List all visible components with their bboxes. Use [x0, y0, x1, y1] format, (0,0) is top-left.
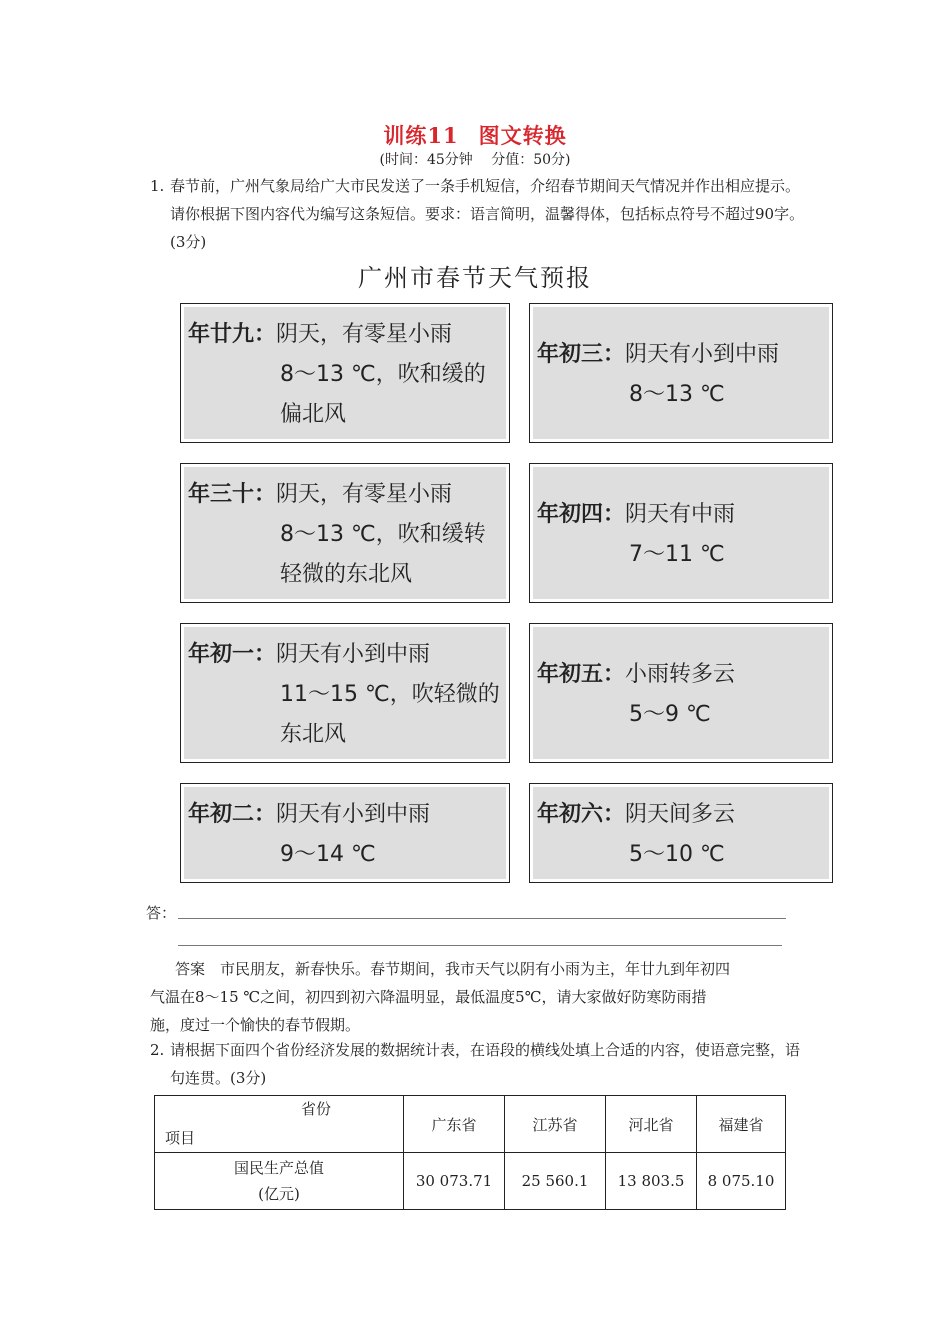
table-header-cell: 广东省: [404, 1096, 505, 1153]
table-corner-cell: [155, 1096, 404, 1153]
forecast-line: 年廿九：阴天，有零星小雨: [188, 322, 453, 347]
forecast-line: 11～15 ℃，吹轻微的: [280, 682, 500, 707]
page-title: [0, 120, 950, 150]
forecast-day: 年廿九：: [188, 322, 277, 347]
forecast-card: [529, 623, 833, 763]
forecast-line: 年初五：小雨转多云: [537, 662, 736, 687]
forecast-line: 年初二：阴天有小到中雨: [188, 802, 431, 827]
forecast-line: 年初六：阴天间多云: [537, 802, 736, 827]
table-header-row: [155, 1096, 786, 1153]
answer-line: 施，度过一个愉快的春节假期。: [150, 1016, 361, 1034]
table-header-cell: 江苏省: [505, 1096, 606, 1153]
table-row-label: 国民生产总值 (亿元): [155, 1153, 404, 1210]
question-2: [150, 1036, 810, 1092]
forecast-line: 5～9 ℃: [629, 702, 711, 727]
table-header-cell: 福建省: [697, 1096, 786, 1153]
question-1: [150, 172, 810, 256]
forecast-day: 年初一：: [188, 642, 277, 667]
forecast-line: 5～10 ℃: [629, 842, 725, 867]
forecast-card: [529, 463, 833, 603]
forecast-line: 偏北风: [280, 402, 347, 427]
forecast-card: [529, 303, 833, 443]
forecast-card: [180, 303, 510, 443]
corner-top-label: 省份: [300, 1100, 331, 1118]
table-cell: 25 560.1: [505, 1153, 606, 1210]
forecast-card: [529, 783, 833, 883]
forecast-day: 年三十：: [188, 482, 277, 507]
forecast-day: 年初五：: [537, 662, 626, 687]
answer-label: 答：: [146, 904, 177, 922]
answer-text: [150, 955, 815, 1039]
forecast-card: [180, 783, 510, 883]
page-subtitle: (时间：45分钟 分值：50分): [379, 152, 571, 168]
table-cell: 8 075.10: [697, 1153, 786, 1210]
title-topic: 图文转换: [478, 123, 567, 148]
table-cell: 13 803.5: [606, 1153, 697, 1210]
forecast-day: 年初四：: [537, 502, 626, 527]
question-text: 请根据下面四个省份经济发展的数据统计表，在语段的横线处填上合适的内容，使语意完整，语句连贯。(3分): [170, 1041, 801, 1087]
title-number: 训练11: [383, 123, 459, 148]
forecast-line: 8～13 ℃: [629, 382, 725, 407]
question-number: 1.: [150, 177, 165, 195]
economy-table: [154, 1095, 786, 1210]
forecast-line: 年三十：阴天，有零星小雨: [188, 482, 453, 507]
forecast-day: 年初三：: [537, 342, 626, 367]
forecast-line: 8～13 ℃，吹和缓的: [280, 362, 486, 387]
question-number: 2.: [150, 1041, 165, 1059]
forecast-title: 广州市春节天气预报: [358, 264, 592, 292]
forecast-line: 7～11 ℃: [629, 542, 725, 567]
forecast-card: [180, 623, 510, 763]
forecast-line: 年初一：阴天有小到中雨: [188, 642, 431, 667]
forecast-day: 年初六：: [537, 802, 626, 827]
answer-line: 答案 市民朋友，新春快乐。春节期间，我市天气以阴有小雨为主，年廿九到年初四: [175, 960, 731, 978]
answer-blank-line[interactable]: [178, 945, 782, 946]
corner-bottom-label: 项目: [165, 1129, 196, 1147]
forecast-line: 东北风: [280, 722, 347, 747]
forecast-line: 9～14 ℃: [280, 842, 376, 867]
forecast-line: 年初三：阴天有小到中雨: [537, 342, 780, 367]
answer-blank-line[interactable]: [178, 918, 786, 919]
forecast-line: 轻微的东北风: [280, 562, 413, 587]
forecast-line: 8～13 ℃，吹和缓转: [280, 522, 486, 547]
table-row: [155, 1153, 786, 1210]
table-cell: 30 073.71: [404, 1153, 505, 1210]
forecast-day: 年初二：: [188, 802, 277, 827]
answer-line: 气温在8～15 ℃之间，初四到初六降温明显，最低温度5℃，请大家做好防寒防雨措: [150, 988, 707, 1006]
forecast-card: [180, 463, 510, 603]
table-header-cell: 河北省: [606, 1096, 697, 1153]
forecast-line: 年初四：阴天有中雨: [537, 502, 736, 527]
question-text: 春节前，广州气象局给广大市民发送了一条手机短信，介绍春节期间天气情况并作出相应提示。请你根据下图内容代为编写这条短信。要求：语言简明，温馨得体，包括标点符号不超过90字。(3分): [170, 177, 805, 251]
